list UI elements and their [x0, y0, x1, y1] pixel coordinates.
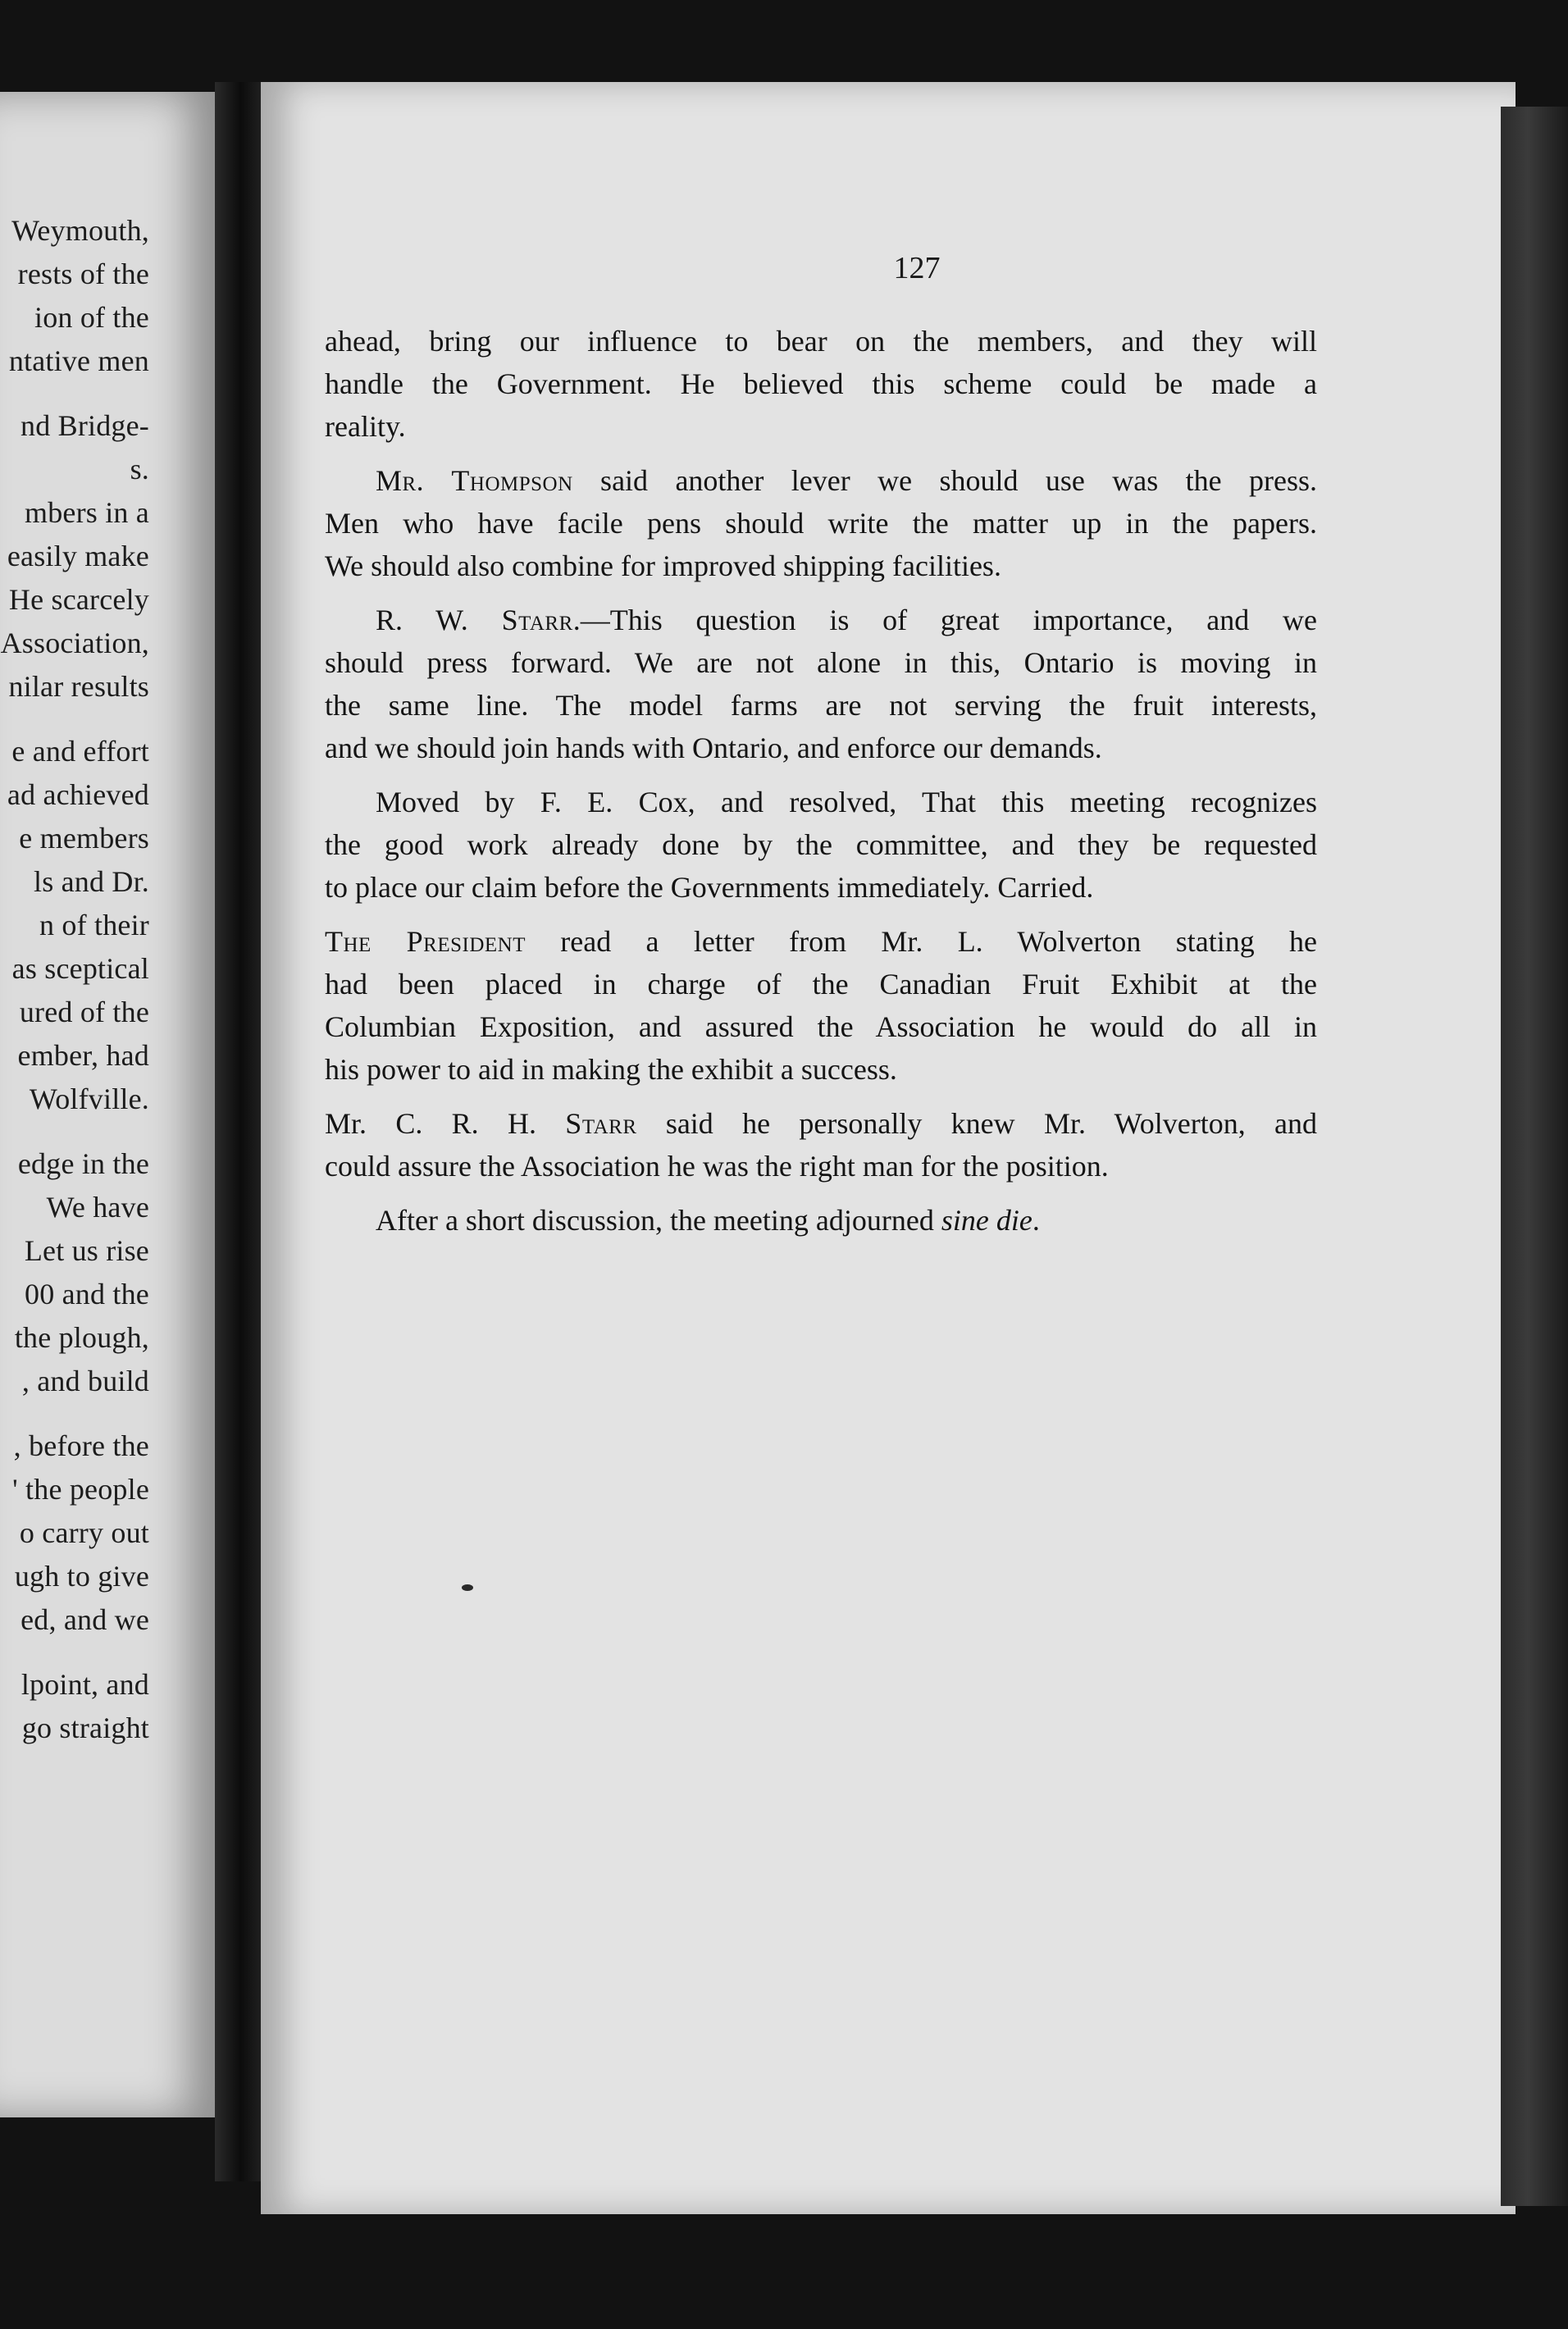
text-line: Moved by F. E. Cox, and resolved, That this meeting recognizes [376, 786, 1317, 818]
italic-phrase: sine die [941, 1204, 1032, 1237]
body-text [325, 320, 1516, 1242]
text-line: reality. [325, 410, 406, 443]
text-line: his power to aid in making the exhibit a success. [325, 1053, 897, 1086]
text-line: had been placed in charge of the Canadian Fruit Exhibit at the [325, 968, 1317, 1000]
text-line: After a short discussion, the meeting adjourned sine die. [376, 1204, 1040, 1237]
left-page-line: ugh to give [14, 1560, 149, 1593]
left-page-line: the plough, [14, 1321, 149, 1354]
left-page-line: s. [130, 453, 149, 485]
left-page-line: easily make [7, 540, 149, 572]
left-page-fragment [0, 92, 221, 2117]
text-line: the same line. The model farms are not serving the fruit interests, [325, 689, 1317, 722]
text-line: could assure the Association he was the right man for the position. [325, 1150, 1109, 1183]
left-page-line: ls and Dr. [34, 865, 149, 898]
text-line: handle the Government. He believed this scheme could be made a [325, 367, 1317, 400]
left-page-line: We have [46, 1191, 149, 1224]
text-line: the good work already done by the committee, and they be requested [325, 828, 1317, 861]
left-page-line: 00 and the [25, 1278, 149, 1310]
left-page-line: n of their [39, 909, 149, 941]
left-page-line: mbers in a [25, 496, 149, 529]
left-page-line: ad achieved [7, 778, 149, 811]
left-page-line: e and effort [11, 735, 149, 768]
left-page-line: , before the [13, 1429, 149, 1462]
left-page-line: nilar results [8, 670, 149, 703]
left-page-line: ' the people [12, 1473, 149, 1506]
left-page-line: , and build [21, 1365, 149, 1397]
text-line: Men who have facile pens should write the matter up in the papers. [325, 507, 1317, 540]
left-page-line: as sceptical [11, 952, 149, 985]
left-page-line: He scarcely [8, 583, 149, 616]
speaker-name: Mr. Thompson [376, 464, 573, 497]
page-edge-shadow [1501, 107, 1568, 2206]
left-page-line: Let us rise [24, 1234, 149, 1267]
left-page-line: lpoint, and [21, 1668, 149, 1701]
left-page-line: ntative men [8, 344, 149, 377]
text-line: R. W. Starr.—This question is of great importance, and we [376, 604, 1317, 636]
left-page-line: ion of the [34, 301, 149, 334]
text-line: should press forward. We are not alone in this, Ontario is moving in [325, 646, 1317, 679]
left-page-line: e members [19, 822, 149, 855]
text-line: to place our claim before the Governments immediately. Carried. [325, 871, 1094, 904]
left-page-line: ed, and we [21, 1603, 149, 1636]
left-page-line: ember, had [17, 1039, 149, 1072]
text-line: Columbian Exposition, and assured the Association he would do all in [325, 1010, 1317, 1043]
page-number: 127 [893, 251, 941, 285]
left-page-line: nd Bridge- [21, 409, 149, 442]
right-page [261, 82, 1516, 2214]
left-page-line: Association, [0, 627, 149, 659]
speaker-name: Starr [501, 604, 573, 636]
text-line: We should also combine for improved shipping facilities. [325, 549, 1001, 582]
text-line: The President read a letter from Mr. L. Wolverton stating he [325, 925, 1317, 958]
text-line: ahead, bring our influence to bear on the members, and they will [325, 325, 1317, 358]
left-page-line: ured of the [19, 996, 149, 1028]
left-page-line: rests of the [17, 258, 149, 290]
text-line: and we should join hands with Ontario, and enforce our demands. [325, 732, 1102, 764]
left-page-line: o carry out [19, 1516, 149, 1549]
left-page-line: go straight [21, 1711, 149, 1744]
text-line: Mr. Thompson said another lever we should use was the press. [376, 464, 1317, 497]
ink-speck [462, 1584, 473, 1591]
left-page-line: Weymouth, [11, 214, 149, 247]
speaker-name: Starr [565, 1107, 637, 1140]
text-line: Mr. C. R. H. Starr said he personally knew Mr. Wolverton, and [325, 1107, 1317, 1140]
left-page-line: edge in the [17, 1147, 149, 1180]
left-page-line: Wolfville. [29, 1082, 149, 1115]
speaker-name: The President [325, 925, 526, 958]
